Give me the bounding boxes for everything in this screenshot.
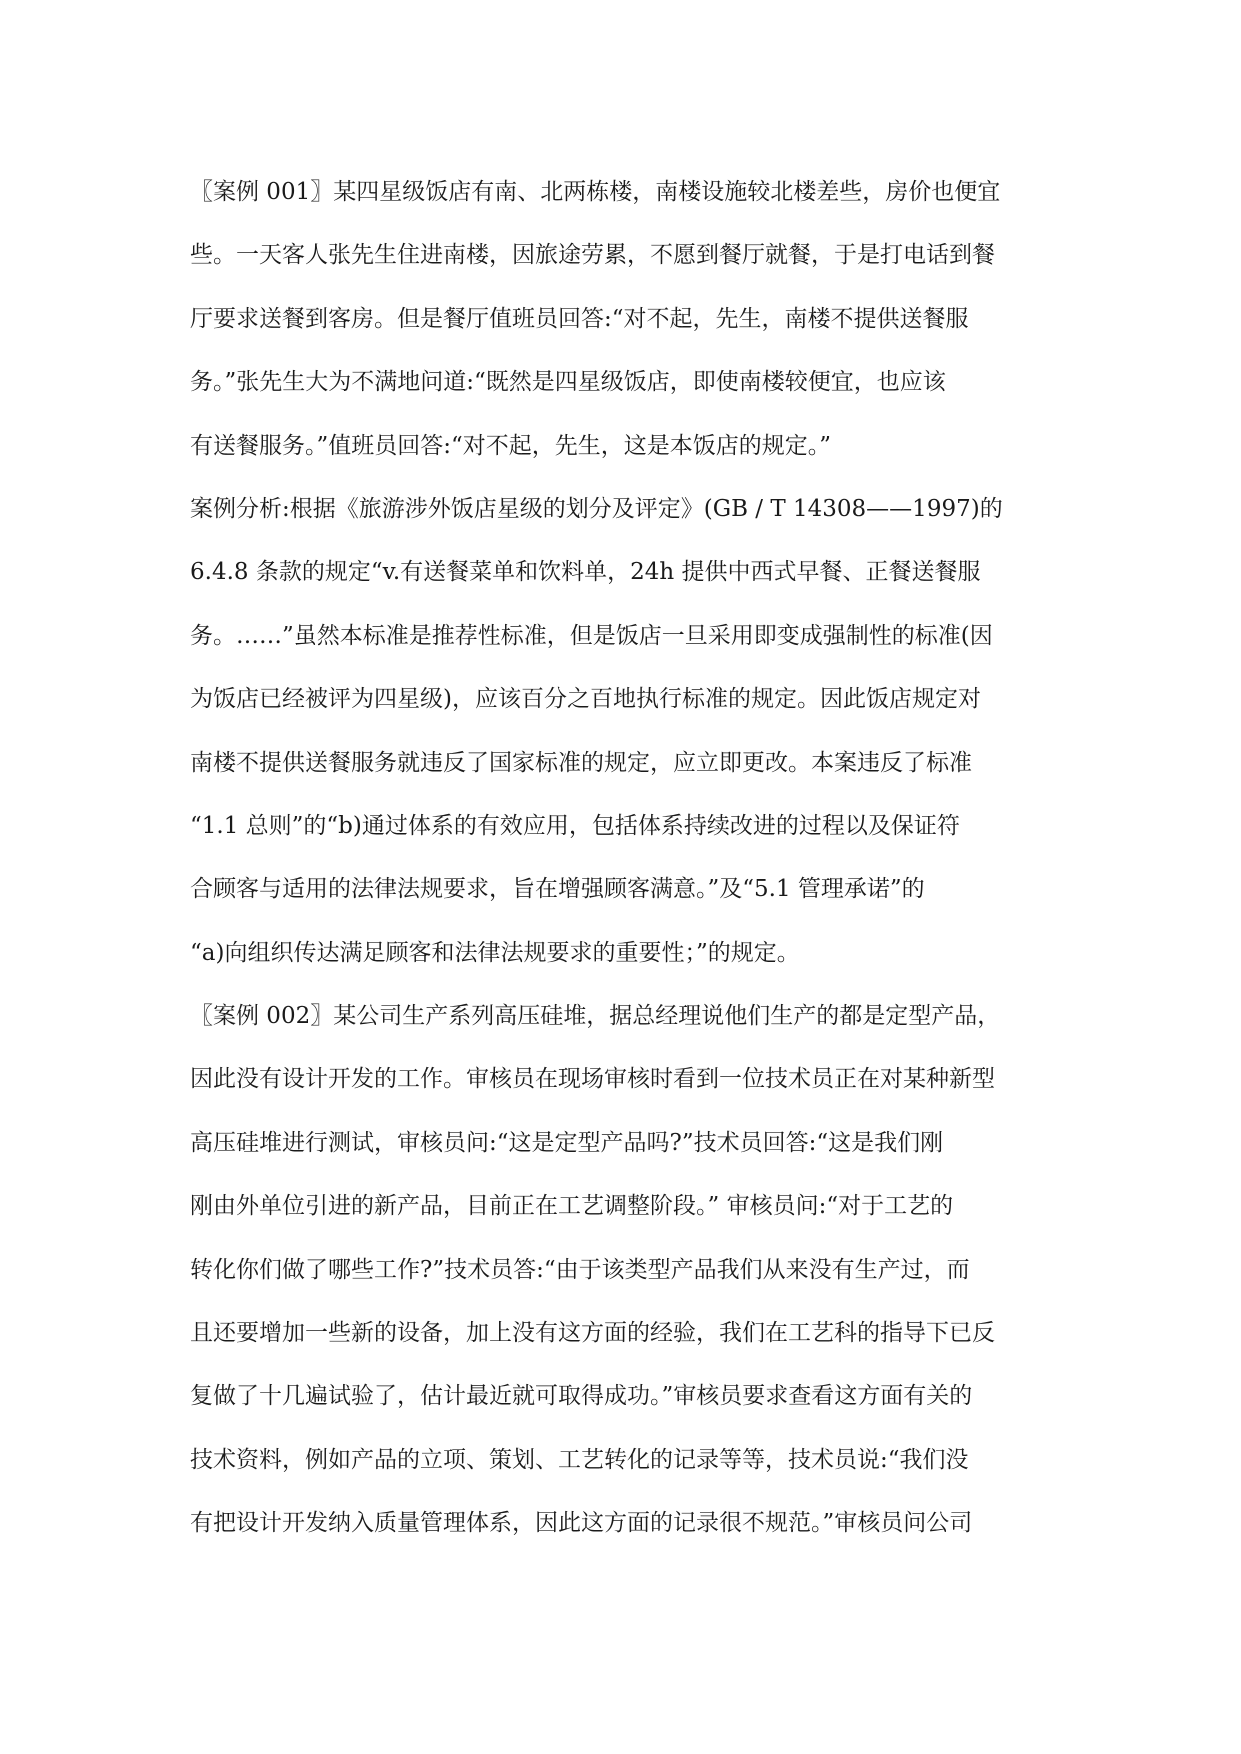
text-line: 有把设计开发纳入质量管理体系，因此这方面的记录很不规范。”审核员问公司 [190, 1510, 973, 1537]
text-line: 厅要求送餐到客房。但是餐厅值班员回答:“对不起，先生，南楼不提供送餐服 [190, 305, 969, 332]
body-text [190, 161, 1070, 1556]
text-line: 〖案例 002〗某公司生产系列高压硅堆，据总经理说他们生产的都是定型产品， [190, 1003, 1001, 1030]
text-line: 技术资料，例如产品的立项、策划、工艺转化的记录等等，技术员说:“我们没 [190, 1446, 969, 1473]
text-line: 6.4.8 条款的规定“v.有送餐菜单和饮料单，24h 提供中西式早餐、正餐送餐服 [190, 559, 981, 586]
text-line: 些。一天客人张先生住进南楼，因旅途劳累，不愿到餐厅就餐，于是打电话到餐 [190, 242, 995, 269]
text-line: 因此没有设计开发的工作。审核员在现场审核时看到一位技术员正在对某种新型 [190, 1066, 995, 1093]
text-line: 务。……”虽然本标准是推荐性标准，但是饭店一旦采用即变成强制性的标准(因 [190, 622, 993, 649]
text-line: 转化你们做了哪些工作?”技术员答:“由于该类型产品我们从来没有生产过，而 [190, 1256, 970, 1283]
text-line: 复做了十几遍试验了，估计最近就可取得成功。”审核员要求查看这方面有关的 [190, 1383, 973, 1410]
text-line: 南楼不提供送餐服务就违反了国家标准的规定，应立即更改。本案违反了标准 [190, 749, 972, 776]
text-line: 有送餐服务。”值班员回答:“对不起，先生，这是本饭店的规定。” [190, 432, 832, 459]
text-line: 案例分析:根据《旅游涉外饭店星级的划分及评定》(GB / T 14308——1997)的 [190, 495, 1003, 522]
text-line: 务。”张先生大为不满地问道:“既然是四星级饭店，即使南楼较便宜，也应该 [190, 369, 946, 396]
text-line: 高压硅堆进行测试，审核员问:“这是定型产品吗?”技术员回答:“这是我们刚 [190, 1129, 944, 1156]
text-line: “1.1 总则”的“b)通过体系的有效应用，包括体系持续改进的过程以及保证符 [190, 812, 960, 839]
text-line: 为饭店已经被评为四星级)，应该百分之百地执行标准的规定。因此饭店规定对 [190, 686, 981, 713]
text-line: “a)向组织传达满足顾客和法律法规要求的重要性；”的规定。 [190, 939, 800, 966]
text-line: 且还要增加一些新的设备，加上没有这方面的经验，我们在工艺科的指导下已反 [190, 1320, 995, 1347]
text-line: 〖案例 001〗某四星级饭店有南、北两栋楼，南楼设施较北楼差些，房价也便宜 [190, 179, 1001, 205]
text-line: 刚由外单位引进的新产品，目前正在工艺调整阶段。” 审核员问:“对于工艺的 [190, 1193, 954, 1220]
text-line: 合顾客与适用的法律法规要求，旨在增强顾客满意。”及“5.1 管理承诺”的 [190, 876, 925, 903]
